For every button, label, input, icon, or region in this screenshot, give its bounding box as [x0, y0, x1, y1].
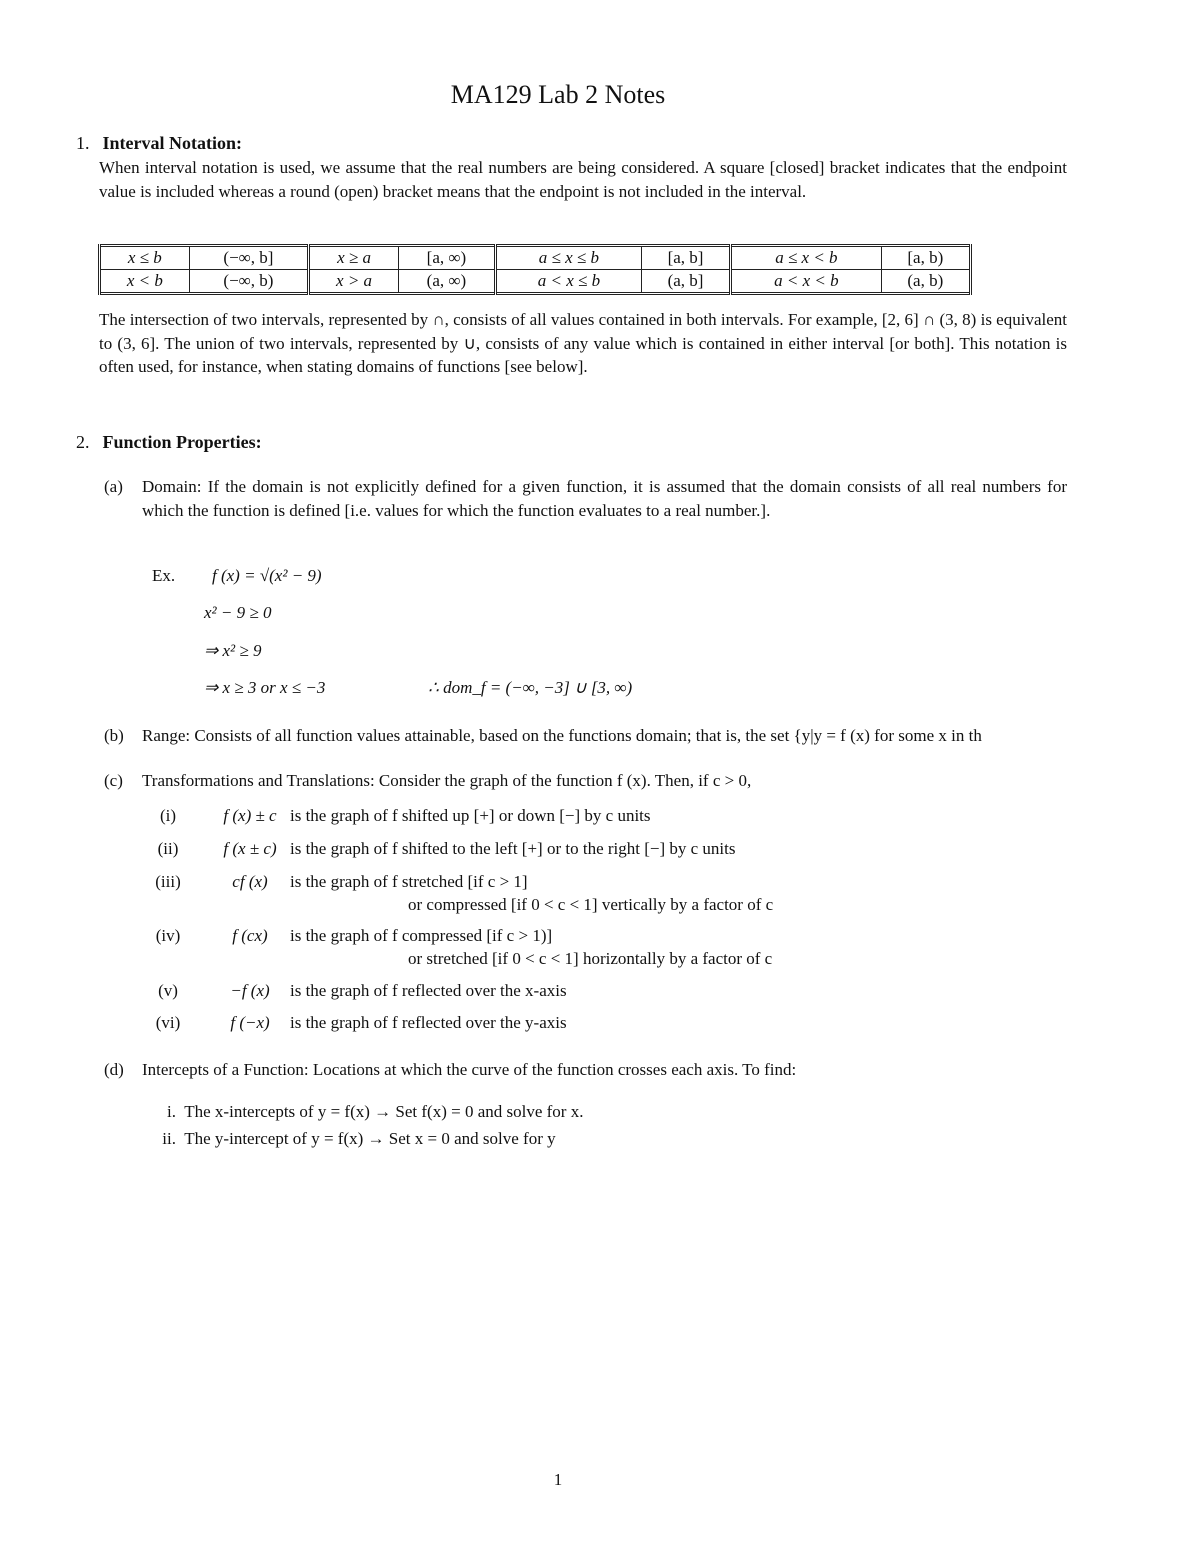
transformation-expression: f (x ± c) [223, 839, 277, 858]
transformation-expression: f (x) ± c [223, 806, 277, 825]
intercepts-text: Intercepts of a Function: Locations at which the curve of the function crosses each axis. To find: [142, 1060, 797, 1079]
interval-table-cell: x ≤ b [100, 246, 190, 270]
section-title: Function Properties: [102, 432, 262, 452]
section-number: 2. [76, 432, 90, 452]
item-label: (c) [104, 771, 123, 790]
interval-table [98, 244, 972, 295]
transformation-expression: −f (x) [230, 981, 270, 1000]
transformation-number: (iii) [155, 872, 181, 891]
transformation-description-continued: or stretched [if 0 < c < 1] horizontally by a factor of c [408, 949, 773, 968]
page-number: 1 [553, 1470, 563, 1489]
interval-table-cell: (−∞, b) [189, 270, 309, 294]
item-label: ii. [162, 1129, 176, 1148]
example-step-1: x² − 9 ≥ 0 [204, 603, 272, 622]
interval-table-row [100, 270, 971, 294]
transformation-number: (v) [158, 981, 178, 1000]
transformation-number: (i) [159, 806, 177, 825]
interval-table-cell: x ≥ a [309, 246, 399, 270]
intercept-y [154, 1127, 556, 1151]
intercept-y-text: The y-intercept of y = f(x) → Set x = 0 and solve for y [184, 1129, 556, 1148]
interval-table-cell: a < x ≤ b [495, 270, 641, 294]
intercept-x [154, 1100, 583, 1124]
transformation-expression: f (−x) [230, 1013, 270, 1032]
interval-table-row [100, 246, 971, 270]
transformation-expression: cf (x) [232, 872, 268, 891]
transformations-text: Transformations and Translations: Consider the graph of the function f (x). Then, if c > 0, [142, 771, 752, 790]
interval-table-cell: (a, b] [641, 270, 730, 294]
item-label: (b) [104, 726, 124, 745]
example-function: f (x) = √(x² − 9) [212, 566, 322, 585]
transformation-description: is the graph of f stretched [if c > 1] [290, 872, 528, 891]
domain-item [104, 475, 1067, 522]
interval-table-cell: x > a [309, 270, 399, 294]
interval-table-cell: [a, ∞) [398, 246, 495, 270]
interval-table-cell: [a, b] [641, 246, 730, 270]
domain-text: Domain: If the domain is not explicitly defined for a given function, it is assumed that the domain consists of all real numbers for which the function is defined [i.e. values for which the function evaluates to a real number.]. [142, 477, 1067, 520]
transformation-description: is the graph of f shifted to the left [+] or to the right [−] by c units [290, 839, 736, 858]
interval-table-cell: (−∞, b] [189, 246, 309, 270]
transformation-number: (vi) [155, 1013, 181, 1032]
transformation-description: is the graph of f reflected over the y-axis [290, 1013, 567, 1032]
item-label: i. [167, 1102, 176, 1121]
example-step-2: ⇒ x² ≥ 9 [204, 641, 262, 660]
interval-table-cell: a ≤ x < b [731, 246, 881, 270]
transformation-expression: f (cx) [232, 926, 268, 945]
section-1-heading [76, 133, 242, 154]
transformation-description-continued: or compressed [if 0 < c < 1] vertically by a factor of c [408, 895, 774, 914]
transformation-description: is the graph of f reflected over the x-axis [290, 981, 567, 1000]
example-label: Ex. [152, 566, 176, 585]
transformation-number: (iv) [155, 926, 181, 945]
transformation-description: is the graph of f shifted up [+] or down [−] by c units [290, 806, 651, 825]
interval-table-cell: [a, b) [881, 246, 970, 270]
interval-intro: When interval notation is used, we assume that the real numbers are being considered. A square [closed] bracket indicates that the endpoint value is included whereas a round (open) bracket means that the endpoint is not included in the interval. [99, 158, 1067, 201]
interval-table-cell: a ≤ x ≤ b [495, 246, 641, 270]
intersection-union-paragraph: The intersection of two intervals, represented by ∩, consists of all values contained in both intervals. For example, [2, 6] ∩ (3, 8) is equivalent to (3, 6]. The union of two intervals, represented by ∪, consists of any value which is contained in either interval [or both]. This notation is often used, for instance, when stating domains of functions [see below]. [99, 310, 1067, 376]
section-2-heading [76, 432, 262, 453]
interval-table-cell: (a, b) [881, 270, 970, 294]
transformation-description: is the graph of f compressed [if c > 1)] [290, 926, 553, 945]
range-text: Range: Consists of all function values attainable, based on the functions domain; that is, the set {y|y = f (x) for some x in th [142, 726, 982, 745]
example-step-3: ⇒ x ≥ 3 or x ≤ −3 [204, 678, 326, 697]
interval-table-cell: x < b [100, 270, 190, 294]
page-title: MA129 Lab 2 Notes [450, 80, 666, 109]
interval-table-cell: a < x < b [731, 270, 881, 294]
section-number: 1. [76, 133, 90, 153]
interval-table-cell: (a, ∞) [398, 270, 495, 294]
example-domain-result: ∴ dom_f = (−∞, −3] ∪ [3, ∞) [428, 678, 633, 697]
item-label: (d) [104, 1060, 124, 1079]
transformation-number: (ii) [157, 839, 179, 858]
intercept-x-text: The x-intercepts of y = f(x) → Set f(x) = 0 and solve for x. [184, 1102, 584, 1121]
item-label: (a) [104, 477, 123, 496]
section-title: Interval Notation: [102, 133, 242, 153]
